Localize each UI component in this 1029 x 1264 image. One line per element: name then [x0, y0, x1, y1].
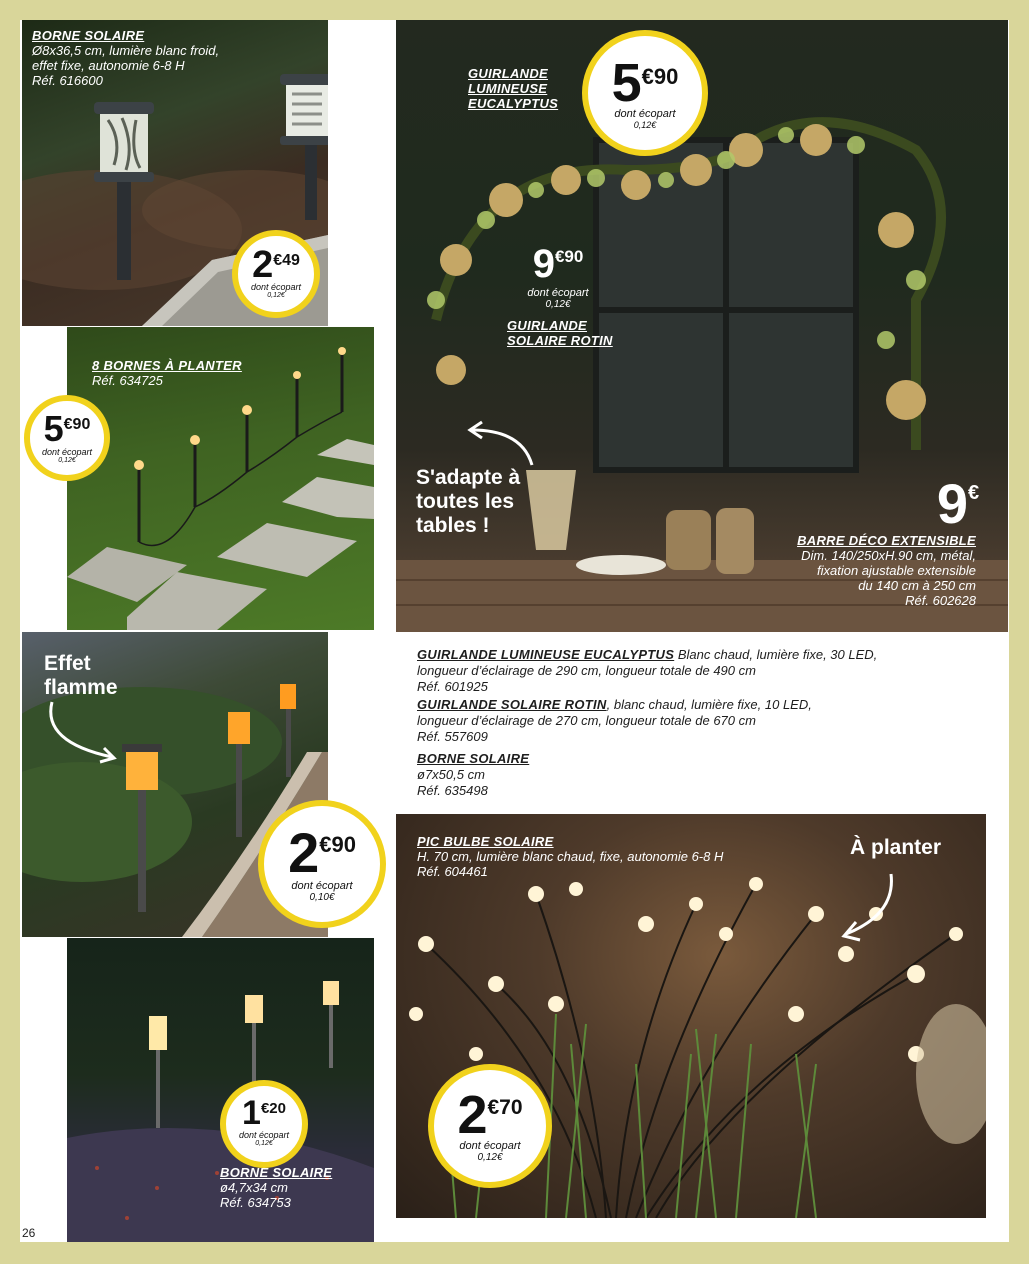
effet-flamme-callout: Effet flamme — [44, 652, 118, 699]
price-cents: €70 — [487, 1096, 523, 1119]
product-ref: Réf. 635498 — [417, 783, 488, 798]
ecopart-value: 0,12€ — [255, 1140, 273, 1147]
ecopart-label: dont écopart — [250, 282, 302, 292]
price-integer: 2 — [252, 244, 274, 286]
price-badge — [428, 1064, 552, 1188]
details-rotin — [417, 697, 997, 713]
ecopart-value: 0,10€ — [309, 892, 335, 903]
details-block — [417, 647, 997, 799]
price-integer: 1 — [242, 1094, 261, 1132]
price-cents: €90 — [554, 247, 584, 266]
product-ref: Réf. 557609 — [417, 729, 488, 744]
price-integer: 5 — [611, 53, 642, 113]
product-spec: Dim. 140/250xH.90 cm, métal, — [801, 548, 976, 563]
product-title: BORNE SOLAIRE — [417, 751, 530, 766]
price-cents: €90 — [641, 64, 679, 89]
price-cents: €49 — [273, 252, 300, 269]
product-spec: longueur d’éclairage de 290 cm, longueur totale de 490 cm — [417, 663, 756, 678]
ecopart-value: 0,12€ — [477, 1152, 503, 1163]
product-spec: Ø8x36,5 cm, lumière blanc froid, — [32, 43, 220, 58]
product-ref: Réf. 601925 — [417, 679, 488, 694]
guirlande-rotin-title — [507, 318, 613, 348]
a-planter-callout: À planter — [850, 836, 942, 859]
product-ref: Réf. 602628 — [905, 593, 976, 608]
product-title-line: GUIRLANDE — [507, 318, 587, 333]
product-title-line: LUMINEUSE — [468, 81, 548, 96]
ecopart-label: dont écopart — [459, 1140, 521, 1152]
product-spec: H. 70 cm, lumière blanc chaud, fixe, autonomie 6-8 H — [417, 849, 724, 864]
product-title-line: SOLAIRE ROTIN — [507, 333, 613, 348]
ecopart-value: 0,12€ — [58, 457, 76, 464]
product-title: PIC BULBE SOLAIRE — [417, 834, 554, 849]
price-integer: 2 — [457, 1085, 488, 1145]
ecopart-value: 0,12€ — [267, 292, 285, 299]
product-spec: longueur d’éclairage de 270 cm, longueur totale de 670 cm — [417, 713, 756, 728]
product-title: BORNE SOLAIRE — [32, 28, 145, 43]
price-badge — [220, 1080, 308, 1168]
product-spec: effet fixe, autonomie 6-8 H — [32, 58, 185, 73]
price-integer: 2 — [288, 821, 320, 884]
product-title-line: GUIRLANDE — [468, 66, 548, 81]
product-spec: ø7x50,5 cm — [417, 767, 485, 782]
product-spec: fixation ajustable extensible — [817, 563, 976, 578]
price-badge — [582, 30, 708, 156]
product-title: GUIRLANDE LUMINEUSE EUCALYPTUS — [417, 647, 675, 662]
ecopart-label: dont écopart — [238, 1130, 290, 1140]
barre-deco-text — [797, 533, 976, 608]
product-spec: Blanc chaud, lumière fixe, 30 LED, — [674, 647, 878, 662]
adapte-callout: S'adapte à toutes les tables ! — [416, 466, 521, 537]
price-cents: €90 — [319, 832, 356, 857]
product-ref: Réf. 634753 — [220, 1195, 291, 1210]
pic-bulbe-text — [417, 834, 723, 879]
guirlande-eucalyptus-title — [468, 66, 558, 111]
ecopart-value: 0,12€ — [633, 120, 657, 130]
product-ref: Réf. 616600 — [32, 73, 103, 88]
barre-deco-price — [918, 472, 998, 535]
product-ref: Réf. 634725 — [92, 373, 163, 388]
page-number: 26 — [22, 1226, 36, 1240]
product-spec: ø4,7x34 cm — [220, 1180, 288, 1195]
ecopart-label: dont écopart — [41, 447, 93, 457]
product-title: BARRE DÉCO EXTENSIBLE — [797, 533, 976, 548]
product-title: GUIRLANDE SOLAIRE ROTIN — [417, 697, 607, 712]
guirlande-rotin-price — [508, 242, 608, 310]
product-title: BORNE SOLAIRE — [220, 1165, 333, 1180]
ecopart-label: dont écopart — [291, 880, 353, 892]
product-spec: du 140 cm à 250 cm — [858, 578, 976, 593]
product-ref: Réf. 604461 — [417, 864, 488, 879]
borne-solaire-1-text — [32, 28, 219, 88]
arrow-icon — [462, 420, 542, 470]
ecopart-label: dont écopart — [614, 108, 676, 120]
price-badge — [258, 800, 386, 928]
ecopart-value: 0,12€ — [545, 299, 571, 310]
details-eucalyptus — [417, 647, 997, 663]
ecopart-label: dont écopart — [527, 287, 589, 299]
price-badge — [24, 395, 110, 481]
price-integer: 9 — [936, 472, 969, 535]
product-title-line: EUCALYPTUS — [468, 96, 559, 111]
bornes-planter-text — [92, 358, 242, 388]
product-title: 8 BORNES À PLANTER — [92, 358, 242, 373]
borne-solaire-3-text — [220, 1165, 332, 1210]
price-integer: 5 — [43, 408, 64, 449]
price-cents: €90 — [63, 416, 91, 433]
price-cents: € — [968, 482, 980, 504]
price-cents: €20 — [260, 1100, 286, 1117]
price-badge — [232, 230, 320, 318]
price-integer: 9 — [532, 242, 555, 286]
product-spec: , blanc chaud, lumière fixe, 10 LED, — [606, 697, 812, 712]
